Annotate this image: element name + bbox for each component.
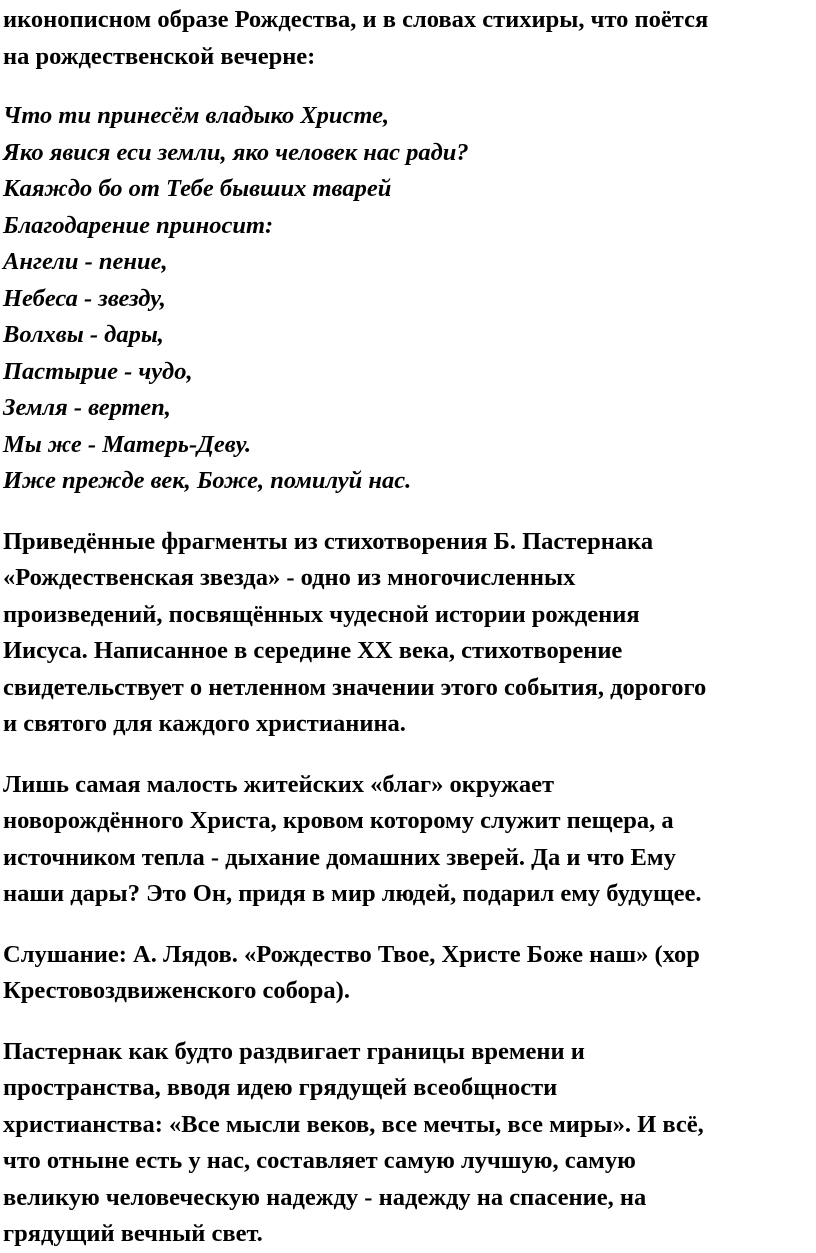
text-line: «Рождественская звезда» - одно из многочисленных bbox=[3, 564, 576, 591]
text-line: великую человеческую надежду - надежду на спасение, на bbox=[3, 1183, 647, 1211]
paragraph-boundaries bbox=[3, 1034, 811, 1253]
text-line: наши дары? Это Он, придя в мир людей, подарил ему будущее. bbox=[3, 880, 702, 907]
text-line: Приведённые фрагменты из стихотворения Б. Пастернака bbox=[3, 527, 654, 555]
verse-line: Земля - вертеп, bbox=[3, 394, 171, 421]
text-line: Лишь самая малость житейских «благ» окружает bbox=[3, 770, 554, 798]
text-line: и святого для каждого христианина. bbox=[3, 710, 406, 737]
text-line: свидетельствует о нетленном значении этого события, дорогого bbox=[3, 673, 707, 701]
verse-line: Небеса - звезду, bbox=[3, 284, 166, 312]
text-line: грядущий вечный свет. bbox=[3, 1220, 263, 1247]
text-line: что отныне есть у нас, составляет самую лучшую, самую bbox=[3, 1147, 636, 1174]
paragraph-pasternak-fragments bbox=[3, 524, 811, 743]
text-line: произведений, посвящённых чудесной истории рождения bbox=[3, 600, 640, 628]
verse-line: Мы же - Матерь-Деву. bbox=[3, 430, 252, 458]
text-line: Крестовоздвиженского собора). bbox=[3, 977, 350, 1004]
text-line: на рождественской вечерне: bbox=[3, 42, 316, 70]
verse-line: Каяждо бо от Тебе бывших тварей bbox=[3, 175, 392, 202]
verse-line: Благодарение приносит: bbox=[3, 211, 274, 239]
text-line: источником тепла - дыхание домашних зверей. Да и что Ему bbox=[3, 843, 676, 871]
paragraph-worldly-goods bbox=[3, 767, 811, 913]
text-line: Пастернак как будто раздвигает границы времени и bbox=[3, 1037, 585, 1065]
verse-block bbox=[3, 98, 811, 500]
verse-line: Волхвы - дары, bbox=[3, 321, 164, 348]
intro-paragraph bbox=[3, 2, 811, 75]
text-line: Слушание: А. Лядов. «Рождество Твое, Христе Боже наш» (хор bbox=[3, 940, 700, 968]
verse-line: Яко явися еси земли, яко человек нас ради? bbox=[3, 138, 469, 166]
text-line: иконописном образе Рождества, и в словах стихиры, что поётся bbox=[3, 6, 709, 33]
text-line: новорождённого Христа, кровом которому служит пещера, а bbox=[3, 807, 674, 834]
text-line: Иисуса. Написанное в середине XX века, стихотворение bbox=[3, 637, 623, 664]
verse-line: Иже прежде век, Боже, помилуй нас. bbox=[3, 467, 412, 494]
verse-line: Пастырие - чудо, bbox=[3, 357, 193, 385]
document-page bbox=[3, 0, 811, 1253]
verse-line: Что ти принесём владыко Христе, bbox=[3, 102, 390, 129]
text-line: христианства: «Все мысли веков, все мечты, все миры». И всё, bbox=[3, 1110, 704, 1138]
text-line: пространства, вводя идею грядущей всеобщности bbox=[3, 1074, 558, 1101]
paragraph-listening bbox=[3, 937, 811, 1010]
verse-line: Ангели - пение, bbox=[3, 248, 168, 275]
